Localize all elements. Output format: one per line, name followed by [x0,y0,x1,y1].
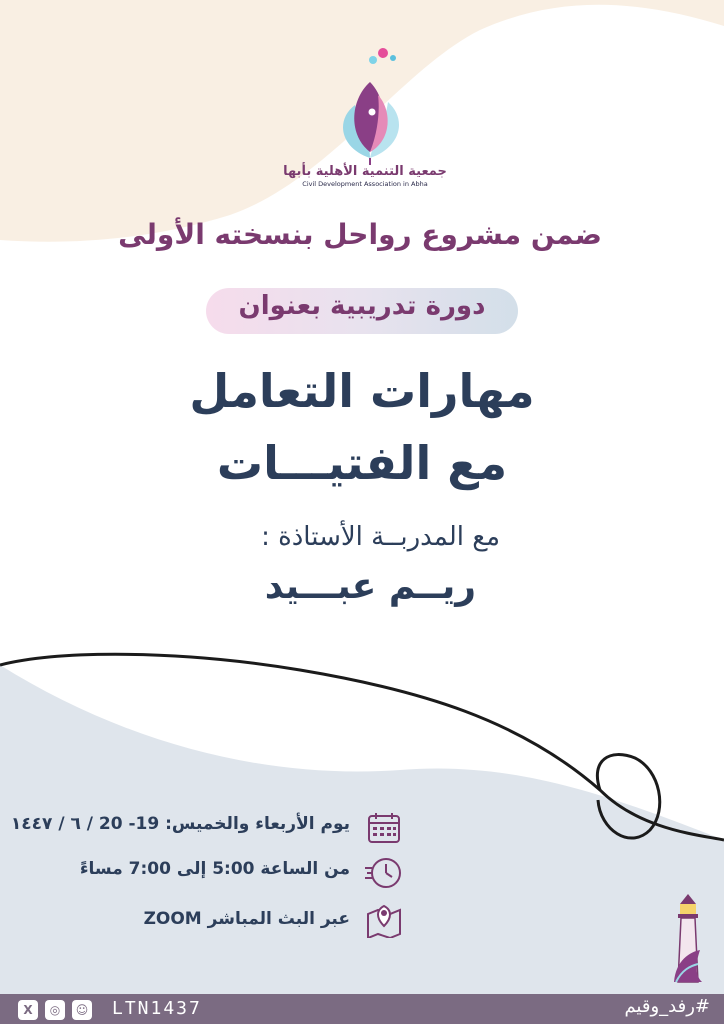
hashtag: #رفد_وقيم [624,996,710,1017]
footer-bar [0,994,724,1024]
snapchat-icon[interactable]: ☺ [72,1000,92,1020]
date-detail: يوم الأربعاء والخميس: 19- 20 / ٦ / ١٤٤٧ [10,814,350,834]
trainer-label: مع المدربــة الأستاذة : [261,522,500,552]
clock-icon [364,853,404,893]
course-label: دورة تدريبية بعنوان [238,291,486,321]
social-handle: LTN1437 [112,998,202,1019]
venue-detail: عبر البث المباشر ZOOM [143,909,350,929]
x-twitter-icon[interactable]: X [18,1000,38,1020]
instagram-icon[interactable]: ◎ [45,1000,65,1020]
organization-name-english: Civil Development Association in Abha [302,180,428,188]
calendar-icon [364,808,404,848]
course-title-line-1: مهارات التعامل [189,364,535,418]
project-line: ضمن مشروع رواحل بنسخته الأولى [118,218,602,251]
map-pin-icon [364,898,404,938]
lighthouse-logo [668,890,708,985]
course-title-line-2: مع الفتيـــات [216,436,508,490]
trainer-name: ريــم عبـــيد [264,566,476,607]
time-detail: من الساعة 5:00 إلى 7:00 مساءً [79,859,350,879]
organization-name-arabic: جمعية التنمية الأهلية بأبها [283,164,447,179]
